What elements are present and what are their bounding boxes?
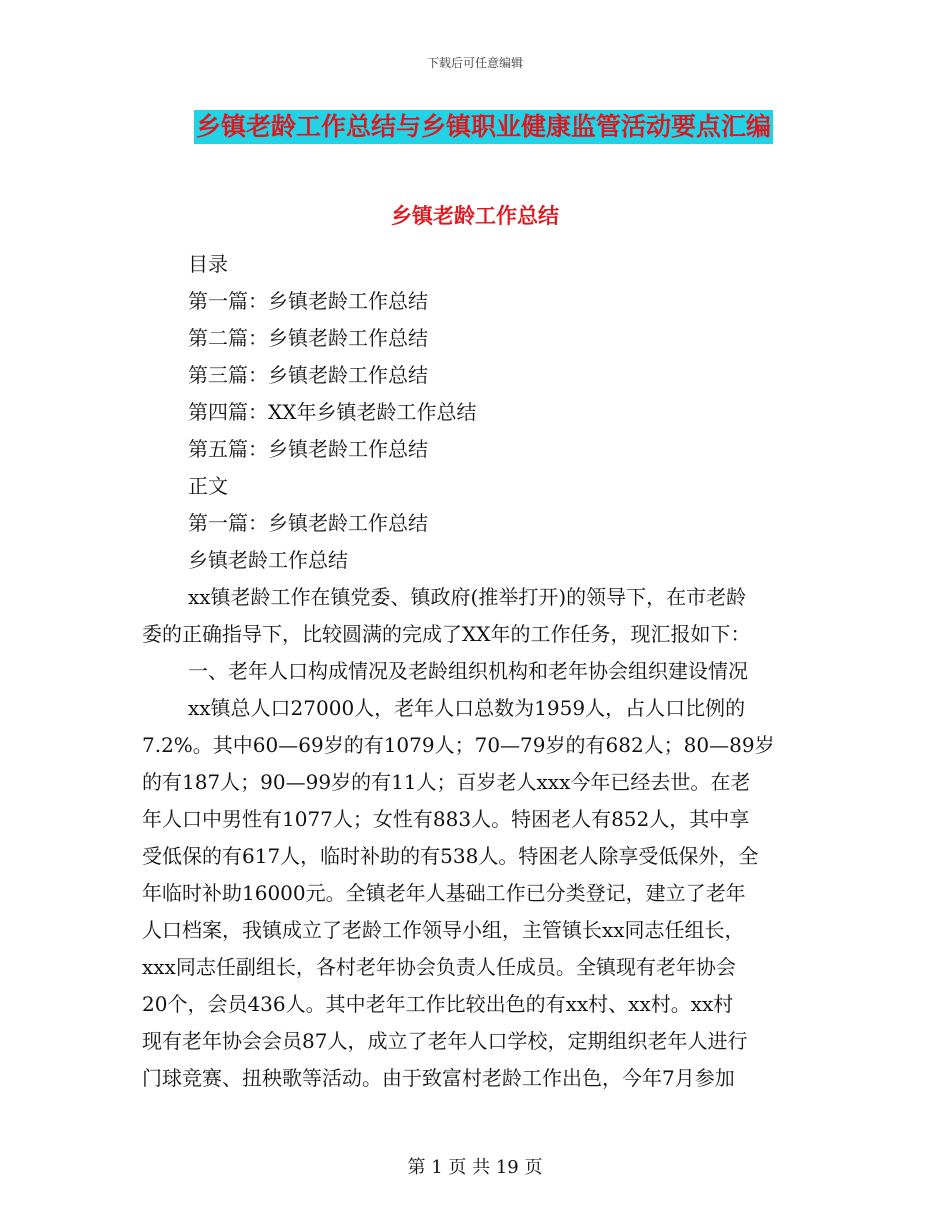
- section-title: 乡镇老龄工作总结: [391, 204, 559, 228]
- paragraph-line: 年人口中男性有1077人；女性有883人。特困老人有852人，其中享: [142, 807, 750, 831]
- document-main-title: 乡镇老龄工作总结与乡镇职业健康监管活动要点汇编: [194, 110, 773, 144]
- paragraph-line: 7.2%。其中60—69岁的有1079人；70—79岁的有682人；80—89岁: [142, 733, 775, 757]
- paragraph-line: 人口档案，我镇成立了老龄工作领导小组，主管镇长xx同志任组长，: [142, 918, 745, 942]
- chapter-subtitle: 乡镇老龄工作总结: [188, 548, 348, 572]
- section-heading-line: 一、老年人口构成情况及老龄组织机构和老年协会组织建设情况: [188, 659, 748, 683]
- paragraph-line: xx镇老龄工作在镇党委、镇政府(推举打开)的领导下，在市老龄: [188, 585, 747, 609]
- paragraph-line: xx镇总人口27000人，老年人口总数为1959人，占人口比例的: [188, 696, 746, 720]
- paragraph-line: 委的正确指导下，比较圆满的完成了XX年的工作任务，现汇报如下：: [142, 622, 751, 646]
- chapter-heading: 第一篇：乡镇老龄工作总结: [188, 511, 428, 535]
- paragraph-line: xxx同志任副组长，各村老年协会负责人任成员。全镇现有老年协会: [142, 955, 736, 979]
- page-footer: 第 1 页 共 19 页: [407, 1157, 543, 1178]
- paragraph-line: 年临时补助16000元。全镇老年人基础工作已分类登记，建立了老年: [142, 881, 746, 905]
- paragraph-line: 20个，会员436人。其中老年工作比较出色的有xx村、xx村。xx村: [142, 992, 734, 1016]
- toc-item: 第二篇：乡镇老龄工作总结: [188, 326, 428, 350]
- body-heading: 正文: [188, 474, 228, 498]
- paragraph-line: 受低保的有617人，临时补助的有538人。特困老人除享受低保外，全: [142, 844, 759, 868]
- header-note: 下载后可任意编辑: [426, 56, 523, 70]
- paragraph-line: 门球竞赛、扭秧歌等活动。由于致富村老龄工作出色，今年7月参加: [142, 1066, 735, 1090]
- toc-item: 第四篇：XX年乡镇老龄工作总结: [188, 400, 477, 424]
- paragraph-line: 的有187人；90—99岁的有11人；百岁老人xxx今年已经去世。在老: [142, 770, 751, 794]
- table-of-contents: [188, 246, 808, 579]
- toc-item: 第一篇：乡镇老龄工作总结: [188, 289, 428, 313]
- body-text: [142, 579, 808, 1097]
- toc-item: 第三篇：乡镇老龄工作总结: [188, 363, 428, 387]
- paragraph-line: 现有老年协会会员87人，成立了老年人口学校，定期组织老年人进行: [142, 1029, 748, 1053]
- toc-item: 第五篇：乡镇老龄工作总结: [188, 437, 428, 461]
- toc-heading: 目录: [188, 252, 228, 276]
